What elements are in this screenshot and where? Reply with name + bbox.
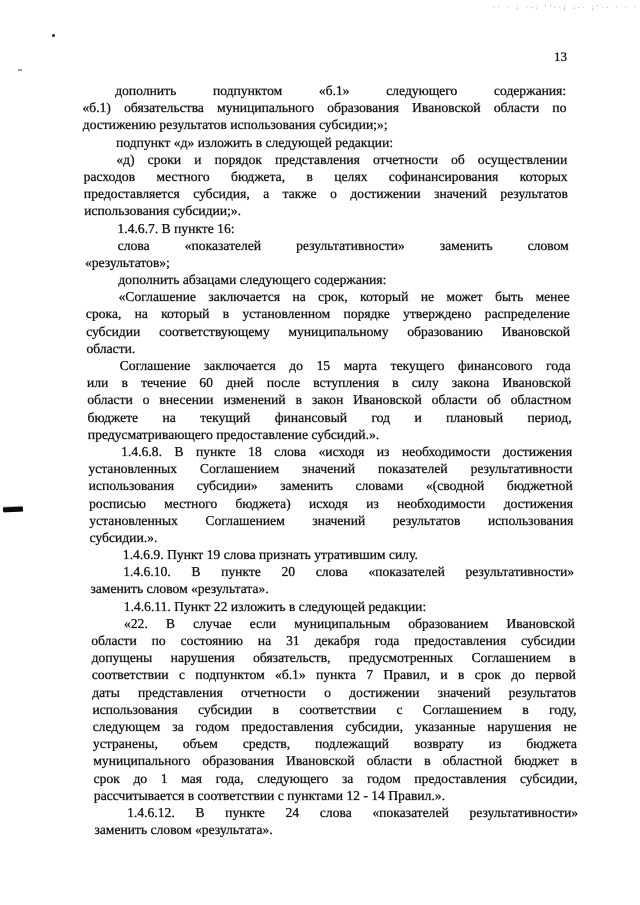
- text-line: 1.4.6.9. Пункт 19 слова признать утратившим силу.: [122, 547, 418, 563]
- text-line: 1.4.6.12. В пункте 24 слова «показателей результативности»: [126, 804, 579, 820]
- speck-artifact: [52, 34, 55, 37]
- text-line: области.: [86, 340, 136, 356]
- text-line: соответствии с подпунктом «б.1» пункта 7 Правил, и в срок до первой: [91, 667, 576, 683]
- text-line: «д) сроки и порядок представления отчетности об осуществлении: [116, 151, 568, 167]
- text-line: рассчитывается в соответствии с пунктами 12 - 14 Правил.».: [93, 787, 446, 803]
- document-text: [82, 82, 579, 838]
- text-line: следующем за годом предоставления субсидии, указанные нарушения не: [92, 718, 577, 734]
- text-line: установленных Соглашением значений результатов использования: [89, 512, 574, 528]
- text-line: субсидии.».: [89, 529, 158, 545]
- text-line: «б.1) обязательства муниципального образования Ивановской области по: [82, 100, 567, 116]
- text-line: использования субсидии в соответствии с Соглашением в году,: [92, 701, 577, 717]
- text-line: дополнить абзацами следующего содержания:: [118, 272, 387, 288]
- text-line: или в течение 60 дней после вступления в силу закона Ивановской: [86, 375, 572, 391]
- text-line: Соглашение заключается до 15 марта текущего финансового года: [119, 358, 571, 373]
- text-line: 1.4.6.10. В пункте 20 слова «показателей результативности»: [122, 564, 575, 580]
- text-line: «22. В случае если муниципальным образованием Ивановской: [123, 615, 576, 631]
- text-line: 1.4.6.7. В пункте 16:: [117, 220, 235, 236]
- text-line: слова «показателей результативности» заменить словом: [117, 237, 569, 253]
- text-line: срок до 1 мая года, следующего за годом предоставления субсидии,: [93, 770, 578, 786]
- text-line: устранены, объем средств, подлежащий возврату из бюджета: [92, 736, 578, 752]
- text-line: дополнить подпунктом «б.1» следующего содержания:: [115, 83, 567, 98]
- text-line: росписью местного бюджета) исходя из необходимости достижения: [88, 495, 574, 511]
- text-line: 1.4.6.11. Пункт 22 изложить в следующей редакции:: [123, 598, 427, 614]
- text-line: «Соглашение заключается на срок, который не может быть менее: [118, 289, 570, 305]
- text-line: 1.4.6.8. В пункте 18 слова «исходя из необходимости достижения: [121, 443, 573, 459]
- speck-artifact: [18, 69, 22, 71]
- text-line: области по состоянию на 31 декабря года предоставления субсидии: [91, 633, 576, 648]
- punch-mark-artifact: [3, 507, 23, 513]
- text-line: срока, на который в установленном порядке утверждено распределение: [85, 306, 570, 322]
- text-line: области о внесении изменений в закон Ивановской области об областном: [87, 392, 572, 408]
- scan-noise-artifact: ·· · : ·-: ''·-; :-· ;'·- · · ·: [492, 4, 639, 11]
- text-line: подпункт «д» изложить в следующей редакции:: [115, 134, 394, 150]
- text-line: бюджете на текущий финансовый год и плановый период,: [87, 409, 572, 425]
- text-line: муниципального образования Ивановской области в областной бюджет в: [93, 753, 578, 769]
- text-line: расходов местного бюджета, в целях софинансирования которых: [83, 168, 568, 184]
- text-line: использования субсидии;».: [84, 203, 242, 219]
- text-line: использования субсидии» заменить словами «(сводной бюджетной: [88, 478, 573, 494]
- text-line: установленных Соглашением значений показателей результативности: [88, 461, 573, 477]
- text-line: даты представления отчетности о достижении значений результатов: [91, 684, 577, 700]
- text-line: достижению результатов использования субсидии;»;: [82, 117, 388, 133]
- text-line: заменить словом «результата».: [94, 822, 273, 838]
- page-number: 13: [554, 49, 567, 64]
- text-line: субсидии соответствующему муниципальному образованию Ивановской: [86, 323, 571, 339]
- text-line: предусматривающего предоставление субсидий.».: [87, 426, 380, 442]
- text-line: «результатов»;: [84, 254, 171, 270]
- text-line: заменить словом «результата».: [90, 581, 269, 597]
- text-line: предоставляется субсидия, а также о достижении значений результатов: [83, 186, 568, 202]
- text-line: допущены нарушения обязательств, предусмотренных Соглашением в: [91, 650, 576, 666]
